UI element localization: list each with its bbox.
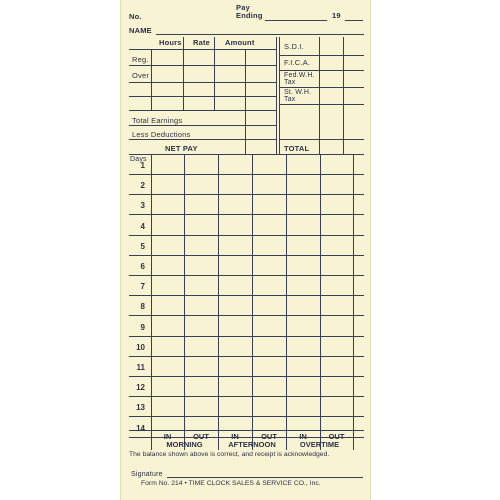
day-row-divider [129,376,364,377]
deductions-divider [279,104,364,105]
grid-column-divider [218,154,219,450]
federal-tax-label: Tax [284,79,296,86]
acknowledgement-text: The balance shown above is correct, and receipt is acknowledged. [129,451,330,458]
day-row-divider [129,275,364,276]
earnings-divider [129,139,276,140]
form-number-text: Form No. 214 • TIME CLOCK SALES & SERVICE CO., Inc. [141,480,321,487]
day-number: 13 [136,403,145,412]
number-label: No. [129,12,142,21]
regular-label: Reg. [132,55,149,64]
afternoon-in-header: IN [231,432,239,441]
day-row-divider [129,255,364,256]
grid-bottom-border [129,430,364,431]
afternoon-out-header: OUT [261,432,277,441]
day-row-divider [129,214,364,215]
earnings-divider [151,49,152,110]
earnings-divider [214,37,215,110]
day-row-divider [129,356,364,357]
total-deductions-label: TOTAL [284,144,310,153]
day-number: 9 [140,323,145,332]
rate-header: Rate [193,38,211,47]
morning-in-header: IN [163,432,172,441]
grid-column-divider [252,154,253,450]
day-row-divider [129,174,364,175]
grid-column-divider [184,154,185,450]
day-number: 2 [140,181,145,190]
hours-header: Hours [159,38,182,47]
deductions-divider [279,139,364,140]
grid-column-divider [320,154,321,450]
pay-label: Pay [236,3,250,12]
overtime-in-header: IN [299,432,307,441]
day-number: 4 [140,222,145,231]
time-card [120,0,371,500]
morning-header: MORNING [166,440,203,449]
day-row-divider [129,295,364,296]
day-number: 8 [140,302,145,311]
grid-column-divider [353,154,354,450]
federal-tax-label: Fed.W.H. [284,72,315,79]
state-tax-label: St. W.H. [284,89,312,96]
deductions-divider [279,70,364,71]
earnings-divider [129,125,276,126]
earnings-divider [245,49,246,154]
year-label: 19 [332,11,341,20]
deductions-divider [279,55,364,56]
year-line [345,20,363,21]
morning-out-header: OUT [193,432,209,441]
day-row-divider [129,396,364,397]
ending-label: Ending [236,11,263,20]
earnings-divider [183,37,184,110]
name-line [156,34,364,35]
name-label: NAME [129,26,152,35]
day-row-divider [129,194,364,195]
days-label: Days [130,156,147,163]
sdi-label: S.D.I. [284,42,304,51]
day-row-divider [129,235,364,236]
amount-header: Amount [225,38,255,47]
day-number: 1 [140,161,145,170]
less-deductions-label: Less Deductions [132,130,191,139]
day-row-divider [129,336,364,337]
grid-top-border [129,154,364,155]
fica-label: F.I.C.A. [284,58,311,67]
day-row-divider [129,416,364,417]
overtime-row-label: Over [132,71,150,80]
earnings-divider [129,110,276,111]
day-number: 11 [136,363,145,372]
day-row-divider [129,315,364,316]
afternoon-header: AFTERNOON [228,440,276,449]
grid-column-divider [151,154,152,450]
day-number: 7 [140,282,145,291]
day-number: 6 [140,262,145,271]
signature-label: Signature [131,471,163,478]
overtime-header: OVERTIME [299,440,340,449]
signature-line [167,477,363,478]
net-pay-label: NET PAY [165,144,198,153]
day-number: 5 [140,242,145,251]
deductions-divider [279,87,364,88]
grid-column-divider [286,154,287,450]
ending-line [265,20,327,21]
total-earnings-label: Total Earnings [132,116,183,125]
day-number: 14 [136,424,145,433]
day-number: 10 [136,343,145,352]
earnings-divider [276,37,277,154]
day-number: 3 [140,201,145,210]
day-number: 12 [136,383,145,392]
state-tax-label: Tax [284,96,296,103]
overtime-out-header: OUT [328,432,345,441]
